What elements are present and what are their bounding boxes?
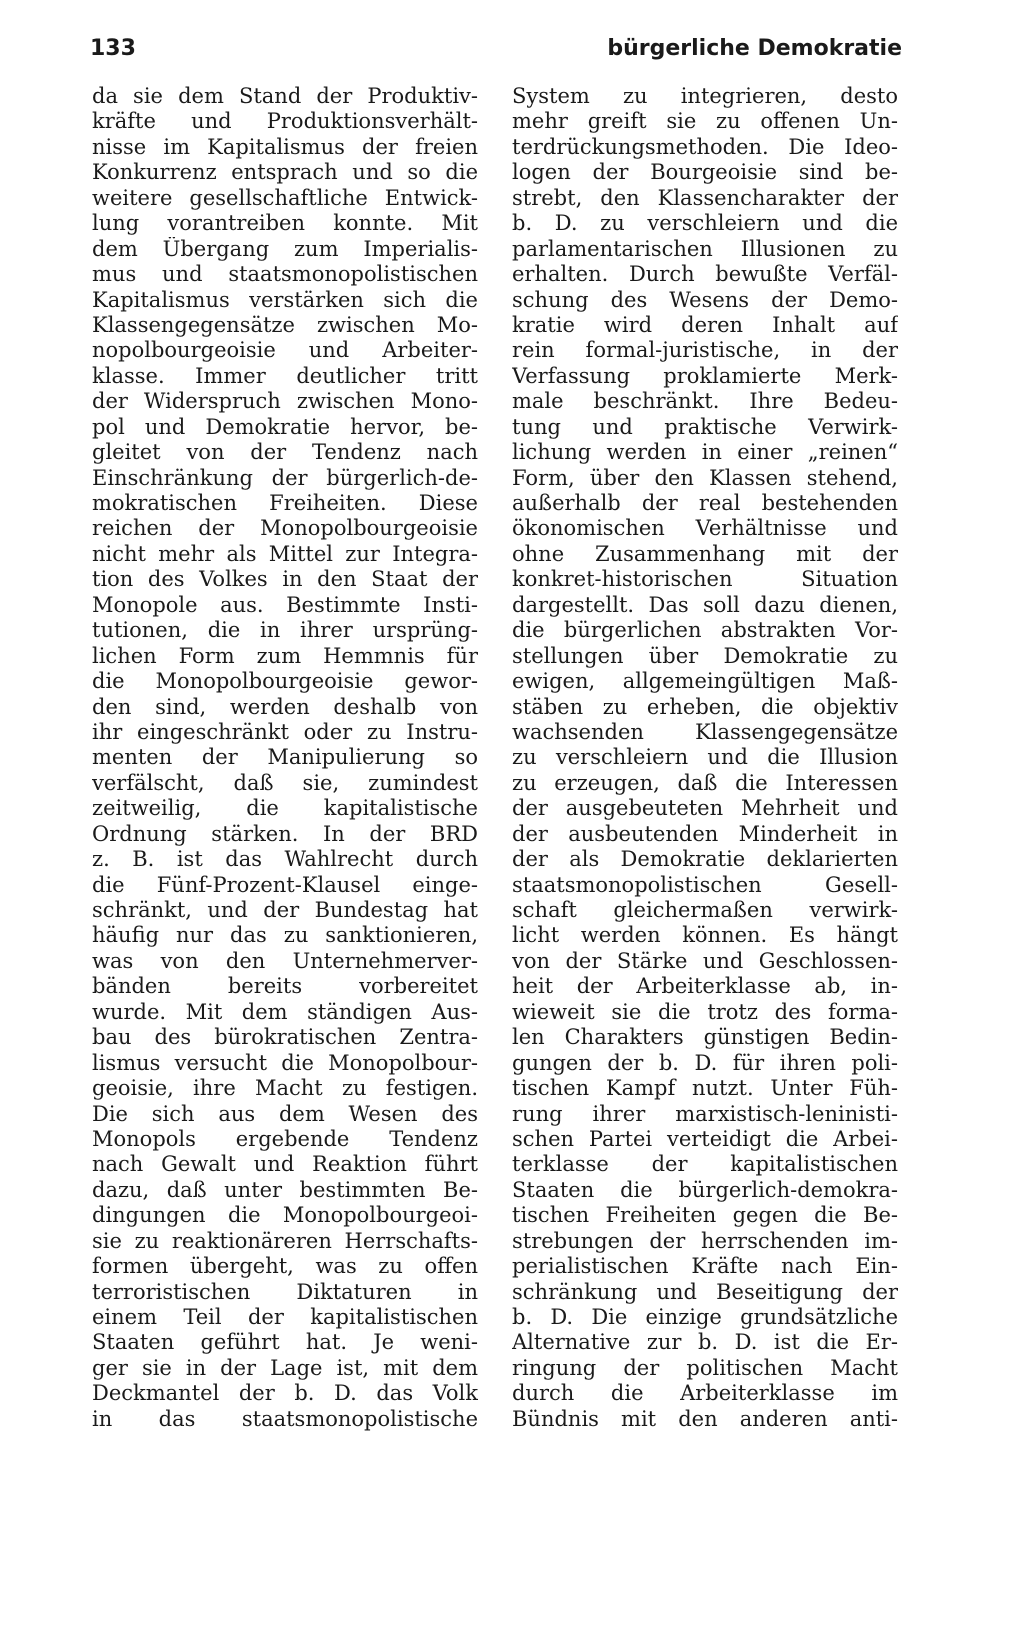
right-column-line: logen der Bourgeoisie sind be- (512, 160, 898, 185)
left-column-line: dem Übergang zum Imperialis- (92, 236, 478, 261)
left-column-line: pol und Demokratie hervor, be- (92, 414, 478, 439)
right-column-line: parlamentarischen Illusionen zu (512, 236, 898, 261)
page-number: 133 (90, 36, 136, 61)
right-column-line: der ausbeutenden Minderheit in (512, 821, 898, 846)
left-column-line: lichen Form zum Hemmnis für (92, 643, 478, 668)
right-column-line: lichung werden in einer „reinen“ (512, 440, 898, 465)
right-column-line: b. D. Die einzige grundsätzliche (512, 1305, 898, 1329)
left-column-line: lismus versucht die Monopolbour- (92, 1050, 478, 1075)
left-column-line: dingungen die Monopolbourgeoi- (92, 1203, 478, 1228)
left-column-line: Ordnung stärken. In der BRD (92, 821, 478, 846)
right-column-line: schaft gleichermaßen verwirk- (512, 898, 898, 922)
left-column-line: menten der Manipulierung so (92, 745, 478, 770)
left-column-line: nisse im Kapitalismus der freien (92, 134, 478, 159)
right-column-line: gungen der b. D. für ihren poli- (512, 1050, 898, 1075)
right-column-line: terdrückungsmethoden. Die Ideo- (512, 134, 898, 159)
left-column-line: Staaten geführt hat. Je weni- (92, 1330, 478, 1355)
right-column-line: staatsmonopolistischen Gesell- (512, 872, 898, 897)
left-column-line: Monopole aus. Bestimmte Insti- (92, 592, 478, 617)
right-column-line: ökonomischen Verhältnisse und (512, 516, 898, 541)
left-column-line: da sie dem Stand der Produktiv- (92, 84, 478, 108)
left-column-line: den sind, werden deshalb von (92, 694, 478, 719)
right-column-line: schung des Wesens der Demo- (512, 287, 898, 312)
right-column-line: schen Partei verteidigt die Arbei- (512, 1126, 898, 1151)
right-column-line: System zu integrieren, desto (512, 84, 898, 108)
right-column-line: strebt, den Klassencharakter der (512, 185, 898, 210)
right-column-line: tischen Freiheiten gegen die Be- (512, 1203, 898, 1228)
left-column-line: Monopols ergebende Tendenz (92, 1126, 478, 1151)
left-column-line: z. B. ist das Wahlrecht durch (92, 847, 478, 872)
left-column-line: bau des bürokratischen Zentra- (92, 1025, 478, 1050)
left-column-line: der Widerspruch zwischen Mono- (92, 389, 478, 414)
left-column-line: tion des Volkes in den Staat der (92, 567, 478, 592)
right-column-line: Alternative zur b. D. ist die Er- (512, 1330, 898, 1355)
right-column-line: zu verschleiern und die Illusion (512, 745, 898, 770)
left-column-line: Konkurrenz entsprach und so die (92, 160, 478, 185)
left-column-line: nach Gewalt und Reaktion führt (92, 1152, 478, 1177)
right-column-line: len Charakters günstigen Bedin- (512, 1025, 898, 1050)
right-column-line: zu erzeugen, daß die Interessen (512, 770, 898, 795)
left-column-line: lung vorantreiben konnte. Mit (92, 211, 478, 236)
right-column-line: stellungen über Demokratie zu (512, 643, 898, 668)
left-column-line: reichen der Monopolbourgeoisie (92, 516, 478, 541)
right-column-line: stäben zu erheben, die objektiv (512, 694, 898, 719)
right-column-line: rein formal-juristische, in der (512, 338, 898, 363)
right-column-line: Verfassung proklamierte Merk- (512, 363, 898, 388)
right-column-line: licht werden können. Es hängt (512, 923, 898, 948)
left-column-line: schränkt, und der Bundestag hat (92, 898, 478, 922)
right-column-line: der als Demokratie deklarierten (512, 847, 898, 872)
left-column-line: nicht mehr als Mittel zur Integra- (92, 541, 478, 566)
running-head: bürgerliche Demokratie (607, 36, 902, 61)
right-column-line: ohne Zusammenhang mit der (512, 541, 898, 566)
right-column-line: strebungen der herrschenden im- (512, 1228, 898, 1253)
left-column-line: ger sie in der Lage ist, mit dem (92, 1355, 478, 1380)
left-column-line: Deckmantel der b. D. das Volk (92, 1381, 478, 1406)
left-column-line: Die sich aus dem Wesen des (92, 1101, 478, 1126)
right-column-line: heit der Arbeiterklasse ab, in- (512, 974, 898, 999)
right-column-line: ewigen, allgemeingültigen Maß- (512, 669, 898, 694)
left-column-line: geoisie, ihre Macht zu festigen. (92, 1076, 478, 1101)
left-column-line: in das staatsmonopolistische (92, 1406, 478, 1431)
left-column-line: die Fünf-Prozent-Klausel einge- (92, 872, 478, 897)
left-column-line: bänden bereits vorbereitet (92, 974, 478, 999)
right-column-line: durch die Arbeiterklasse im (512, 1381, 898, 1406)
left-column-line: dazu, daß unter bestimmten Be- (92, 1177, 478, 1202)
left-column-line: verfälscht, daß sie, zumindest (92, 770, 478, 795)
left-column-line: ihr eingeschränkt oder zu Instru- (92, 719, 478, 744)
left-column-line: mus und staatsmonopolistischen (92, 262, 478, 287)
right-column-line: mehr greift sie zu offenen Un- (512, 109, 898, 134)
right-column-line: Staaten die bürgerlich-demokra- (512, 1177, 898, 1202)
left-column-line: nopolbourgeoisie und Arbeiter- (92, 338, 478, 363)
right-column-line: b. D. zu verschleiern und die (512, 211, 898, 236)
left-text-column (92, 84, 478, 1432)
right-column-line: die bürgerlichen abstrakten Vor- (512, 618, 898, 643)
right-column-line: der ausgebeuteten Mehrheit und (512, 796, 898, 821)
left-column-line: sie zu reaktionäreren Herrschafts- (92, 1228, 478, 1253)
left-column-line: terroristischen Diktaturen in (92, 1279, 478, 1304)
left-column-line: tutionen, die in ihrer ursprüng- (92, 618, 478, 643)
left-column-line: gleitet von der Tendenz nach (92, 440, 478, 465)
right-column-line: perialistischen Kräfte nach Ein- (512, 1254, 898, 1279)
right-column-line: rung ihrer marxistisch-leninisti- (512, 1101, 898, 1126)
left-column-line: kräfte und Produktionsverhält- (92, 109, 478, 134)
left-column-line: wurde. Mit dem ständigen Aus- (92, 999, 478, 1024)
left-column-line: Einschränkung der bürgerlich-de- (92, 465, 478, 490)
left-column-line: klasse. Immer deutlicher tritt (92, 363, 478, 388)
left-column-line: was von den Unternehmerver- (92, 948, 478, 973)
right-column-line: male beschränkt. Ihre Bedeu- (512, 389, 898, 414)
right-column-line: wachsenden Klassengegensätze (512, 719, 898, 744)
right-column-line: wieweit sie die trotz des forma- (512, 999, 898, 1024)
right-column-line: tung und praktische Verwirk- (512, 414, 898, 439)
right-column-line: konkret-historischen Situation (512, 567, 898, 592)
right-column-line: dargestellt. Das soll dazu dienen, (512, 592, 898, 617)
left-column-line: formen übergeht, was zu offen (92, 1254, 478, 1279)
left-column-line: die Monopolbourgeoisie gewor- (92, 669, 478, 694)
right-column-line: Bündnis mit den anderen anti- (512, 1406, 898, 1431)
right-column-line: Form, über den Klassen stehend, (512, 465, 898, 490)
left-column-line: einem Teil der kapitalistischen (92, 1305, 478, 1329)
left-column-line: mokratischen Freiheiten. Diese (92, 491, 478, 515)
right-column-line: von der Stärke und Geschlossen- (512, 948, 898, 973)
right-text-column (512, 84, 898, 1432)
right-column-line: terklasse der kapitalistischen (512, 1152, 898, 1177)
right-column-line: erhalten. Durch bewußte Verfäl- (512, 262, 898, 287)
left-column-line: Klassengegensätze zwischen Mo- (92, 312, 478, 337)
right-column-line: kratie wird deren Inhalt auf (512, 312, 898, 337)
left-column-line: weitere gesellschaftliche Entwick- (92, 185, 478, 210)
left-column-line: Kapitalismus verstärken sich die (92, 287, 478, 312)
right-column-line: ringung der politischen Macht (512, 1355, 898, 1380)
left-column-line: zeitweilig, die kapitalistische (92, 796, 478, 821)
page-header (90, 30, 902, 70)
right-column-line: tischen Kampf nutzt. Unter Füh- (512, 1076, 898, 1101)
left-column-line: häufig nur das zu sanktionieren, (92, 923, 478, 948)
right-column-line: außerhalb der real bestehenden (512, 491, 898, 515)
right-column-line: schränkung und Beseitigung der (512, 1279, 898, 1304)
